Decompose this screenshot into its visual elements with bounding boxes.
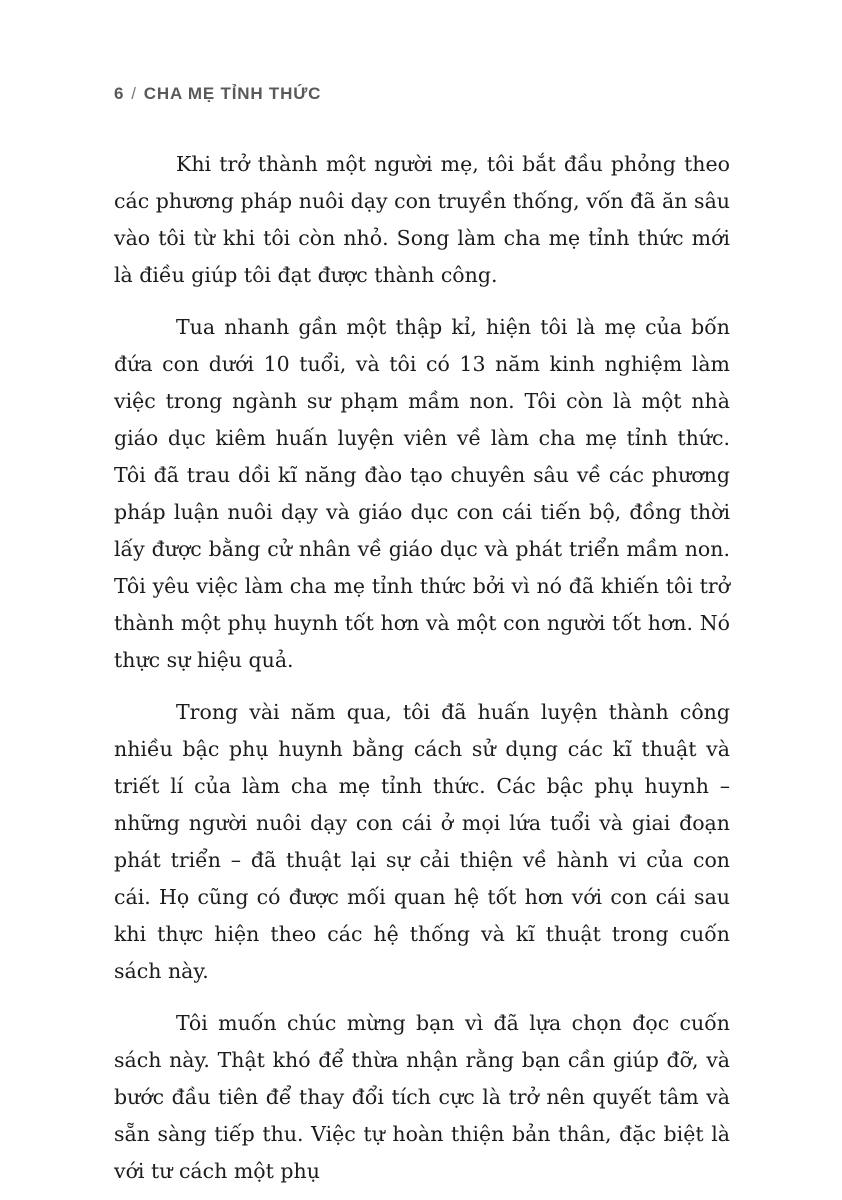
paragraph-1: Khi trở thành một người mẹ, tôi bắt đầu phỏng theo các phương pháp nuôi dạy con truyền thống, vốn đã ăn sâu vào tôi từ khi tôi còn nhỏ. Song làm cha mẹ tỉnh thức mới là điều giúp tôi đạt được thành công. <box>114 152 730 287</box>
book-title: CHA MẸ TỈNH THỨC <box>143 84 322 103</box>
page-number: 6 <box>114 84 125 103</box>
paragraph-3: Trong vài năm qua, tôi đã huấn luyện thành công nhiều bậc phụ huynh bằng cách sử dụng các kĩ thuật và triết lí của làm cha mẹ tỉnh thức. Các bậc phụ huynh – những người nuôi dạy con cái ở mọi lứa tuổi và giai đoạn phát triển – đã thuật lại sự cải thiện về hành vi của con cái. Họ cũng có được mối quan hệ tốt hơn với con cái sau khi thực hiện theo các hệ thống và kĩ thuật trong cuốn sách này. <box>114 700 730 983</box>
paragraph-4: Tôi muốn chúc mừng bạn vì đã lựa chọn đọc cuốn sách này. Thật khó để thừa nhận rằng bạn cần giúp đỡ, và bước đầu tiên để thay đổi tích cực là trở nên quyết tâm và sẵn sàng tiếp thu. Việc tự hoàn thiện bản thân, đặc biệt là với tư cách một phụ <box>114 1011 730 1183</box>
page-content <box>114 146 730 1200</box>
page-header <box>114 84 321 104</box>
paragraph-2: Tua nhanh gần một thập kỉ, hiện tôi là mẹ của bốn đứa con dưới 10 tuổi, và tôi có 13 năm kinh nghiệm làm việc trong ngành sư phạm mầm non. Tôi còn là một nhà giáo dục kiêm huấn luyện viên về làm cha mẹ tỉnh thức. Tôi đã trau dồi kĩ năng đào tạo chuyên sâu về các phương pháp luận nuôi dạy và giáo dục con cái tiến bộ, đồng thời lấy được bằng cử nhân về giáo dục và phát triển mầm non. Tôi yêu việc làm cha mẹ tỉnh thức bởi vì nó đã khiến tôi trở thành một phụ huynh tốt hơn và một con người tốt hơn. Nó thực sự hiệu quả. <box>114 315 730 672</box>
header-separator: / <box>131 84 137 103</box>
